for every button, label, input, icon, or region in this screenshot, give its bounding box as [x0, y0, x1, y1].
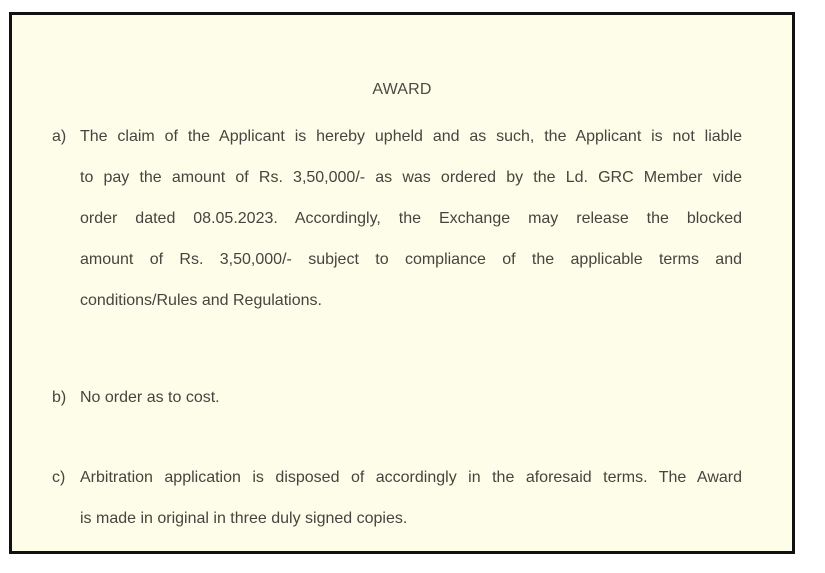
award-clause-b	[52, 377, 742, 418]
award-clause-a	[52, 116, 742, 321]
clause-marker: a)	[52, 128, 67, 145]
clause-marker: c)	[52, 469, 66, 486]
clause-text	[80, 116, 742, 321]
clause-text	[80, 377, 742, 418]
clause-line: to pay the amount of Rs. 3,50,000/- as was ordered by the Ld. GRC Member vide	[80, 169, 742, 186]
clause-line: amount of Rs. 3,50,000/- subject to compliance of the applicable terms and	[80, 251, 742, 268]
document-page	[9, 12, 795, 554]
clause-line: conditions/Rules and Regulations.	[80, 292, 322, 309]
clause-marker: b)	[52, 389, 67, 406]
award-clause-c	[52, 457, 742, 539]
clause-line: The claim of the Applicant is hereby upheld and as such, the Applicant is not liable	[80, 128, 742, 145]
clause-line: is made in original in three duly signed copies.	[80, 510, 408, 527]
clause-text	[80, 457, 742, 539]
clause-line: Arbitration application is disposed of accordingly in the aforesaid terms. The Award	[80, 469, 742, 486]
clause-line: order dated 08.05.2023. Accordingly, the Exchange may release the blocked	[80, 210, 742, 227]
clause-line: No order as to cost.	[80, 389, 220, 406]
document-title: AWARD	[372, 81, 432, 98]
